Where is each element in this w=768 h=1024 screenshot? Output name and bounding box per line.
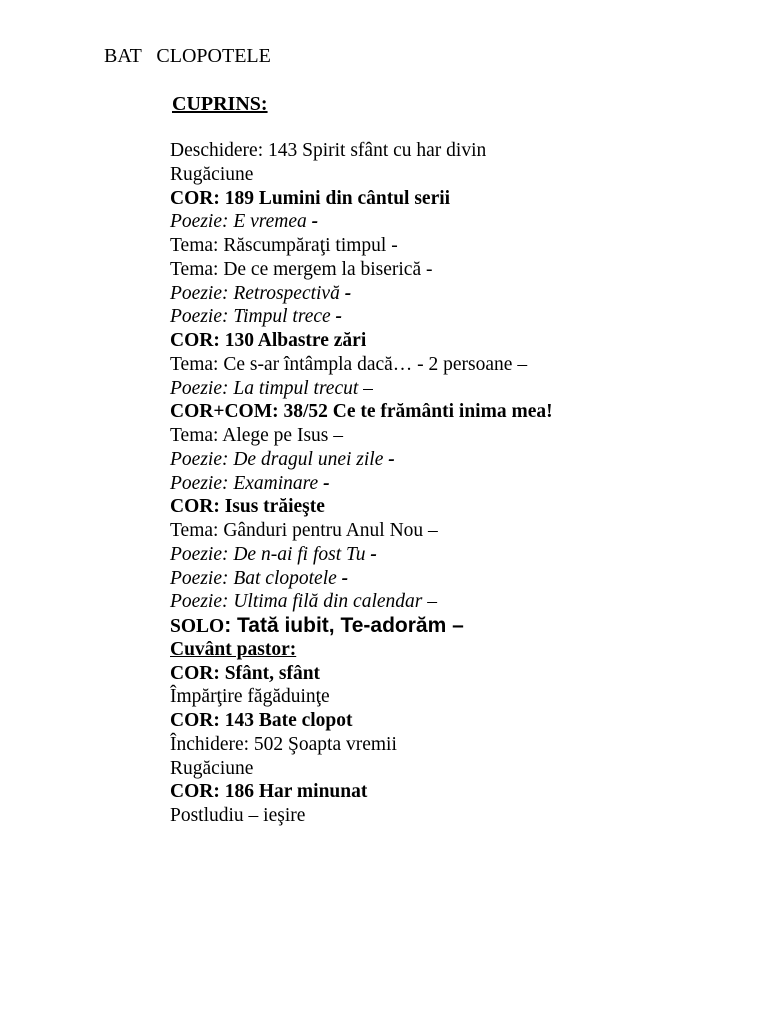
- toc-item-text: [170, 590, 437, 614]
- toc-item-text-segment: COR: 130 Albastre zări: [170, 330, 367, 351]
- toc-item-text-segment: Închidere: 502 Şoapta vremii: [170, 733, 397, 755]
- toc-item-text-segment: Tema: De ce mergem la biserică -: [170, 258, 433, 280]
- toc-item-text-segment: Rugăciune: [170, 757, 254, 779]
- toc-item-text-segment: Poezie: Timpul trece: [170, 306, 336, 328]
- toc-item-text-segment: Rugăciune: [170, 163, 254, 185]
- toc-item-text: [170, 448, 395, 472]
- toc-item-text: [170, 519, 438, 543]
- toc-item-text-segment: -: [323, 472, 330, 494]
- toc-item-text: [170, 353, 527, 377]
- toc-item-text: [170, 424, 343, 448]
- toc-item-text-segment: Poezie: Retrospectivă: [170, 282, 345, 304]
- toc-item-text: [170, 329, 366, 353]
- toc-item-text: [170, 305, 342, 329]
- toc-item-text-segment: Poezie: Examinare: [170, 472, 324, 494]
- toc-item-text-segment: Poezie: Ultima filă din calendar –: [170, 591, 438, 613]
- toc-item-text-segment: Cuvânt pastor:: [170, 638, 297, 660]
- toc-item-text: [170, 495, 325, 519]
- toc-item-text: [170, 614, 464, 639]
- toc-item-text: [170, 543, 377, 567]
- toc-item-text: [170, 258, 432, 282]
- toc-heading: CUPRINS:: [172, 93, 268, 115]
- toc-item-text-segment: Tema: Alege pe Isus –: [170, 425, 344, 446]
- toc-item-text: [170, 638, 296, 662]
- toc-item-text-segment: COR+COM: 38/52 Ce te frământi inima mea!: [170, 401, 553, 423]
- toc-item-text-segment: SOLO: [170, 616, 225, 637]
- document-title: BAT CLOPOTELE: [104, 45, 271, 67]
- toc-item-text: [170, 804, 305, 828]
- toc-item-text-segment: -: [388, 448, 395, 470]
- toc-item-text: [170, 187, 450, 211]
- toc-item-text: [170, 210, 318, 234]
- toc-item-text: [170, 709, 353, 733]
- toc-item-text-segment: Poezie: La timpul trecut –: [170, 377, 373, 399]
- toc-item-text-segment: Tema: Gânduri pentru Anul Nou –: [170, 520, 438, 541]
- toc-item-text-segment: -: [344, 282, 352, 304]
- toc-item-text-segment: Poezie: Bat clopotele: [170, 567, 342, 589]
- toc-item-text: [170, 139, 486, 163]
- toc-item-text: [170, 662, 320, 686]
- toc-item-text: [170, 282, 351, 306]
- toc-item-text: [170, 377, 373, 401]
- toc-item-text-segment: Poezie: E vremea: [170, 211, 312, 233]
- toc-item-text-segment: COR: 189 Lumini din cântul serii: [170, 187, 451, 209]
- toc-item-text-segment: Tema: Răscumpăraţi timpul -: [170, 235, 398, 256]
- toc-item-text-segment: COR: Sfânt, sfânt: [170, 662, 321, 684]
- toc-item-text-segment: Poezie: De dragul unei zile: [170, 448, 389, 470]
- toc-item-text-segment: Deschidere: 143 Spirit sfânt cu har divin: [170, 140, 487, 161]
- toc-item-text-segment: Tema: Ce s-ar întâmpla dacă… - 2 persoane –: [170, 353, 528, 375]
- toc-item-text-segment: COR: 143 Bate clopot: [170, 710, 353, 731]
- toc-item-text-segment: -: [335, 306, 343, 328]
- toc-item-text-segment: COR: 186 Har minunat: [170, 781, 368, 803]
- toc-item-text-segment: -: [370, 543, 377, 565]
- toc-item-text: [170, 163, 253, 187]
- toc-item-text: [170, 234, 398, 258]
- toc-item-text: [170, 400, 553, 424]
- toc-item-text-segment: -: [311, 211, 319, 233]
- toc-item-text-segment: Postludiu – ieşire: [170, 805, 306, 826]
- toc-item-text: [170, 685, 330, 709]
- toc-item-text: [170, 780, 367, 804]
- toc-item-text-segment: -: [341, 567, 349, 589]
- toc-item-text: [170, 757, 253, 781]
- toc-item-text-segment: Împărţire făgăduinţe: [170, 686, 330, 708]
- toc-item-text-segment: COR: Isus trăieşte: [170, 496, 325, 518]
- toc-item-text: [170, 472, 330, 496]
- toc-item-text-segment: : Tată iubit, Te-adorăm –: [224, 614, 464, 637]
- toc-item-text-segment: Poezie: De n-ai fi fost Tu: [170, 543, 371, 565]
- toc-item-text: [170, 567, 348, 591]
- toc-item-text: [170, 733, 397, 757]
